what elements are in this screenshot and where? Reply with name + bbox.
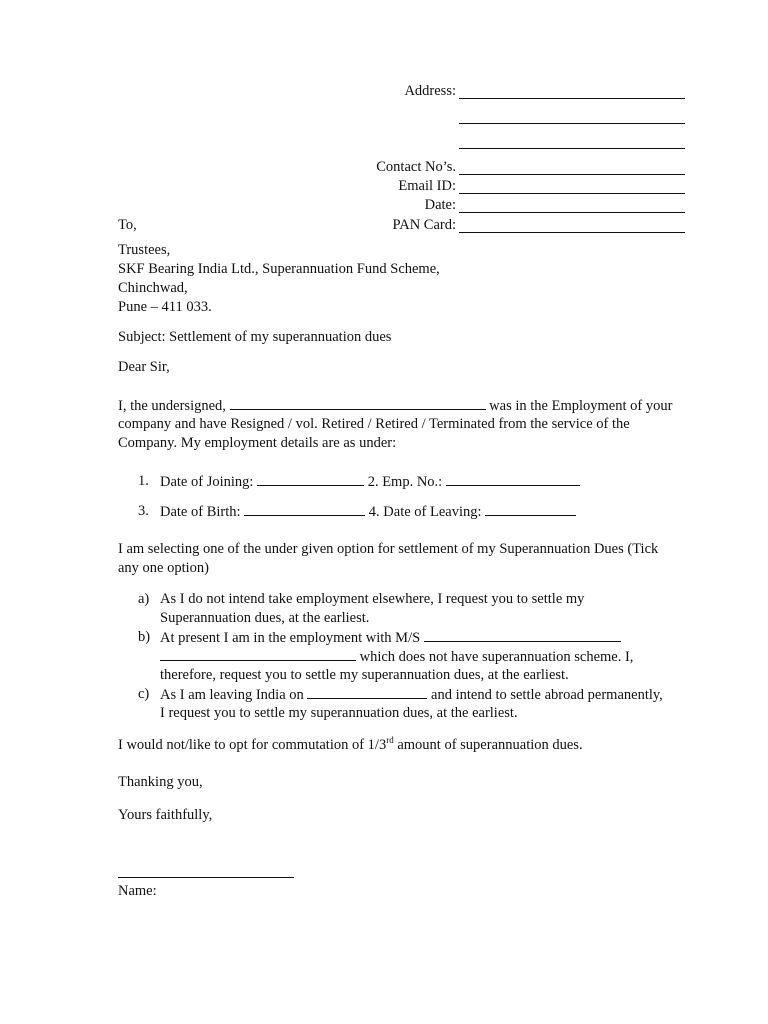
email-line[interactable] [459,193,685,194]
intro-part-1: I, the undersigned, [118,398,226,414]
detail-row-1 [160,473,580,491]
detail-row-2 [160,503,576,521]
option-c-line-1a: As I am leaving India on [160,687,304,703]
option-a-line-1: As I do not intend take employment elsewhere, I request you to settle my [160,591,585,607]
to-label: To, [118,217,137,233]
intro-line-3: Company. My employment details are as under: [118,435,397,451]
date-label: Date: [424,197,456,213]
recipient-line-2: SKF Bearing India Ltd., Superannuation Fund Scheme, [118,261,440,277]
intro-line-2: company and have Resigned / vol. Retired / Retired / Terminated from the service of the [118,416,630,432]
options-intro-line-2: any one option) [118,560,210,576]
address-line-2[interactable] [459,123,685,124]
commutation-sup: rd [386,735,394,745]
birth-blank[interactable] [244,503,365,516]
signature-line[interactable] [118,877,294,878]
name-label: Name: [118,883,157,899]
email-label: Email ID: [398,178,456,194]
recipient-line-1: Trustees, [118,242,171,258]
contact-line[interactable] [459,174,685,175]
joining-label: Date of Joining: [160,474,254,490]
empno-blank[interactable] [446,473,580,486]
birth-label: Date of Birth: [160,504,241,520]
empno-label: 2. Emp. No.: [367,474,443,490]
contact-label: Contact No’s. [376,159,456,175]
commutation-line [118,737,583,754]
detail-number-3: 3. [138,503,149,519]
options-intro-line-1: I am selecting one of the under given option for settlement of my Superannuation Dues (Tick [118,541,659,557]
intro-line-1 [118,397,672,415]
joining-blank[interactable] [257,473,364,486]
commutation-pre: I would not/like to opt for commutation of 1/3 [118,737,387,753]
name-blank[interactable] [230,397,486,410]
option-c-letter: c) [138,686,150,702]
option-b-line-1: At present I am in the employment with M/S [160,630,421,646]
option-c-line-1b: and intend to settle abroad permanently, [431,687,663,703]
intro-part-2: was in the Employment of your [489,398,673,414]
detail-number-1: 1. [138,473,149,489]
address-label: Address: [404,83,456,99]
thanks: Thanking you, [118,774,203,790]
option-c-line-2: I request you to settle my superannuation dues, at the earliest. [160,705,518,721]
salutation: Dear Sir, [118,359,170,375]
option-b-row-1 [160,629,621,647]
recipient-line-4: Pune – 411 033. [118,299,212,315]
address-line-1[interactable] [459,98,685,99]
pan-label: PAN Card: [392,217,456,233]
commutation-post: amount of superannuation dues. [397,737,583,753]
address-line-3[interactable] [459,148,685,149]
option-a-letter: a) [138,591,150,607]
leaving-india-date-blank[interactable] [307,686,427,699]
yours-faithfully: Yours faithfully, [118,807,213,823]
option-b-row-2 [160,648,633,666]
option-b-letter: b) [138,629,151,645]
option-c-row-1 [160,686,663,704]
option-b-line-2: which does not have superannuation scheme. I, [359,649,634,665]
recipient-line-3: Chinchwad, [118,280,188,296]
pan-line[interactable] [459,232,685,233]
subject: Subject: Settlement of my superannuation dues [118,329,392,345]
employer-blank-2[interactable] [160,648,356,661]
option-a-line-2: Superannuation dues, at the earliest. [160,610,370,626]
option-b-line-3: therefore, request you to settle my superannuation dues, at the earliest. [160,667,569,683]
date-line[interactable] [459,212,685,213]
employer-blank-1[interactable] [424,629,621,642]
leaving-blank[interactable] [485,503,576,516]
leaving-label: 4. Date of Leaving: [368,504,482,520]
